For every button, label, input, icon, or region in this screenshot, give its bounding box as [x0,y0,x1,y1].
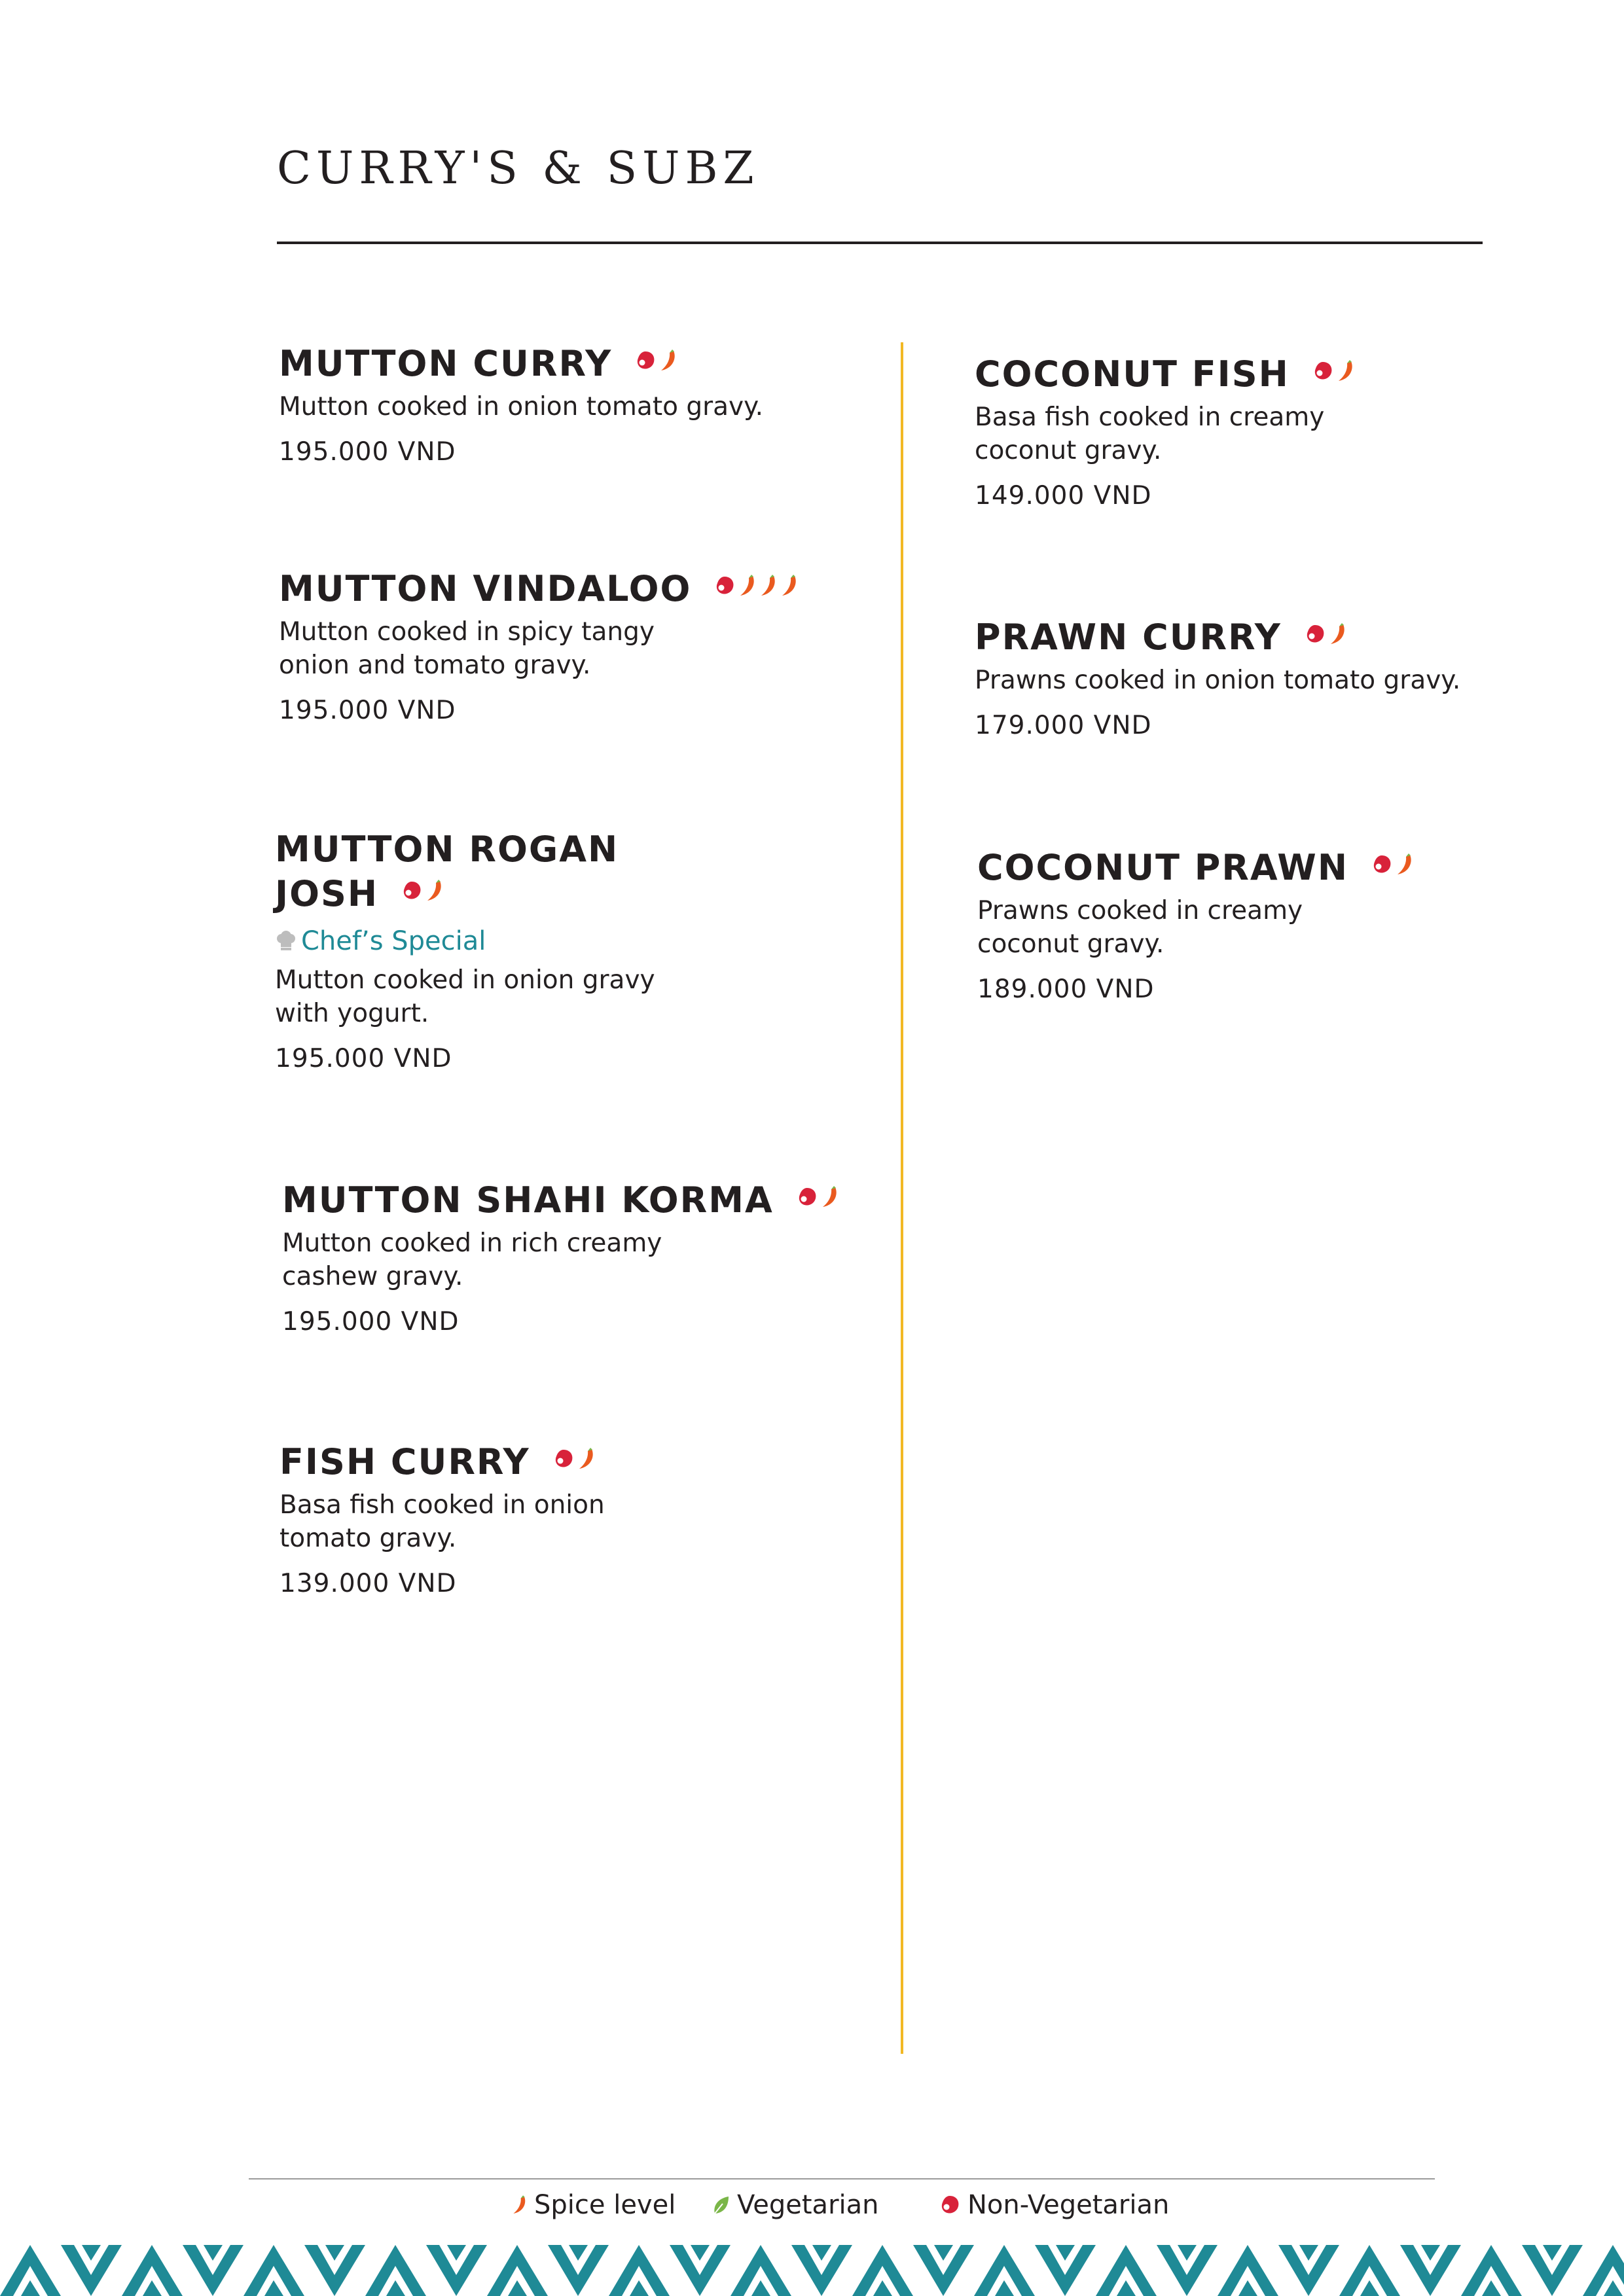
item-description: Basa fish cooked in creamy coconut gravy. [975,403,1325,465]
item-description: Mutton cooked in rich creamy cashew gravy. [282,1229,662,1291]
item-name: MUTTON ROGAN JOSH [275,829,619,914]
chefs-special-badge [275,923,864,960]
chefs-special-label: Chef’s Special [301,926,486,956]
item-price: 189.000 VND [977,975,1155,1004]
title-divider [277,242,1483,244]
menu-item-mutton-rogan-josh [275,827,864,1075]
item-price: 139.000 VND [280,1569,457,1598]
item-icons [713,574,799,598]
decorative-border [0,2245,1624,2296]
item-icons [1371,853,1414,876]
item-description: Mutton cooked in spicy tangy onion and tomato gravy. [279,617,655,680]
menu-item-mutton-curry [279,342,868,469]
meat-icon [713,575,736,597]
chili-icon [1327,622,1347,646]
chili-icon [424,879,444,903]
item-description: Basa fish cooked in onion tomato gravy. [280,1490,605,1553]
page-title: CURRY'S & SUBZ [277,143,759,194]
item-name: MUTTON SHAHI KORMA [282,1178,871,1223]
item-icons [634,349,677,372]
chef-hat-icon [275,930,297,952]
leaf-icon [711,2195,731,2215]
menu-item-mutton-shahi-korma [282,1178,871,1338]
chili-icon [820,1185,839,1209]
icon-legend [0,2190,1624,2229]
chili-icon [511,2195,528,2215]
legend-non-vegetarian-label: Non-Vegetarian [967,2190,1170,2220]
menu-item-mutton-vindaloo [279,567,868,727]
meat-icon [1312,360,1334,382]
menu-item-fish-curry [280,1440,869,1600]
item-icons [552,1447,596,1471]
item-description: Mutton cooked in onion tomato gravy. [279,392,764,422]
chili-icon [1335,359,1355,383]
meat-icon [634,350,657,372]
item-price: 149.000 VND [975,481,1152,511]
item-name: COCONUT FISH [975,352,1564,397]
legend-spice-label: Spice level [534,2190,676,2220]
item-name: FISH CURRY [280,1440,869,1484]
chili-icon [779,574,799,598]
item-price: 179.000 VND [975,711,1152,740]
item-name: MUTTON VINDALOO [279,567,868,611]
meat-icon [939,2194,961,2216]
item-icons [796,1185,839,1209]
meat-icon [1304,623,1326,645]
legend-non-vegetarian [939,2190,1169,2220]
menu-item-coconut-prawn [977,846,1566,1006]
item-description: Mutton cooked in onion gravy with yogurt. [275,965,655,1028]
legend-spice [511,2190,676,2220]
meat-icon [796,1186,818,1208]
item-icons [1312,359,1355,383]
item-name: MUTTON CURRY [279,342,868,386]
item-price: 195.000 VND [275,1044,452,1073]
item-name: PRAWN CURRY [975,615,1564,660]
item-price: 195.000 VND [279,696,456,725]
item-icons [1304,622,1347,646]
chili-icon [576,1447,596,1471]
item-description: Prawns cooked in creamy coconut gravy. [977,896,1303,959]
chili-icon [1394,853,1414,876]
legend-vegetarian [711,2190,878,2220]
footer-divider [249,2178,1435,2179]
menu-item-prawn-curry [975,615,1564,742]
item-name: COCONUT PRAWN [977,846,1566,890]
chili-icon [758,574,778,598]
item-description: Prawns cooked in onion tomato gravy. [975,666,1461,695]
column-divider [901,342,903,2054]
menu-item-coconut-fish [975,352,1564,512]
meat-icon [401,880,423,902]
item-icons [401,879,444,903]
meat-icon [552,1448,575,1470]
item-price: 195.000 VND [282,1307,460,1336]
chili-icon [737,574,757,598]
meat-icon [1371,853,1393,876]
item-price: 195.000 VND [279,437,456,467]
legend-vegetarian-label: Vegetarian [737,2190,879,2220]
chili-icon [658,349,677,372]
